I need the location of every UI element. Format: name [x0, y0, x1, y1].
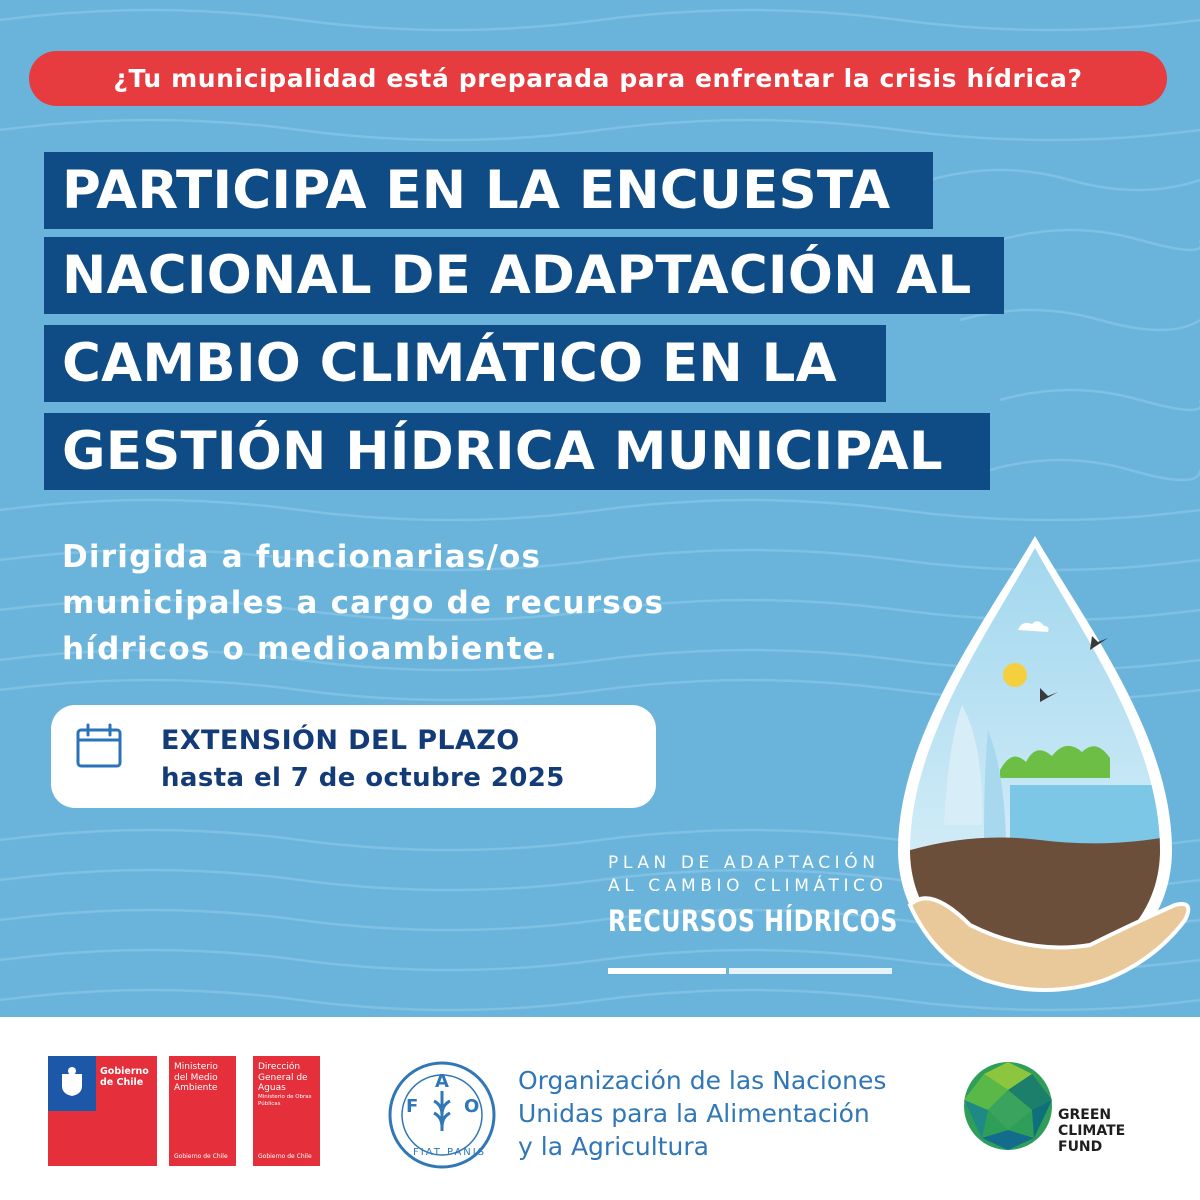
ministerio-gobierno-label: Gobierno de Chile — [174, 1153, 228, 1160]
title-line-4: GESTIÓN HÍDRICA MUNICIPAL — [44, 413, 990, 490]
direccion-ministry: Ministerio de Obras Públicas — [258, 1094, 312, 1107]
plan-adaptacion-logo — [608, 852, 898, 938]
subtitle-line-1: Dirigida a funcionarias/os — [62, 539, 542, 575]
subtitle-line-3: hídricos o medioambiente. — [62, 631, 558, 667]
fao-line-1: Organización de las Naciones — [518, 1066, 887, 1095]
sun-icon — [1003, 663, 1027, 687]
plan-bar-split — [726, 968, 729, 974]
gcf-line-1: GREEN — [1058, 1107, 1112, 1123]
plan-line-1: PLAN DE ADAPTACIÓN — [608, 853, 880, 873]
subtitle-line-2: municipales a cargo de recursos — [62, 585, 665, 621]
svg-text:O: O — [464, 1096, 480, 1117]
plan-bar — [608, 968, 892, 974]
gcf-line-3: FUND — [1058, 1139, 1103, 1155]
target-audience-text — [62, 534, 822, 672]
question-banner: ¿Tu municipalidad está preparada para enfrentar la crisis hídrica? — [29, 51, 1167, 106]
deadline-box — [51, 705, 656, 808]
svg-text:FIAT PANIS: FIAT PANIS — [413, 1147, 487, 1158]
gobierno-label: Gobierno de Chile — [100, 1066, 149, 1088]
gcf-label — [1058, 1107, 1125, 1155]
gcf-line-2: CLIMATE — [1058, 1123, 1126, 1139]
plan-bar-fill — [608, 968, 726, 974]
fao-line-2: Unidas para la Alimentación — [518, 1099, 870, 1128]
plan-line-3: RECURSOS HÍDRICOS — [608, 904, 898, 938]
chile-coat-of-arms-icon — [58, 1066, 86, 1098]
deadline-date: hasta el 7 de octubre 2025 — [161, 763, 565, 793]
title-line-1: PARTICIPA EN LA ENCUESTA — [44, 152, 933, 229]
fao-emblem-icon — [386, 1059, 498, 1171]
svg-text:F: F — [406, 1096, 419, 1117]
ministerio-name: Ministerio del Medio Ambiente — [174, 1062, 218, 1093]
calendar-icon — [75, 723, 123, 769]
deadline-title: EXTENSIÓN DEL PLAZO — [161, 725, 520, 756]
title-line-2: NACIONAL DE ADAPTACIÓN AL — [44, 237, 1004, 314]
fao-name — [518, 1064, 886, 1163]
svg-text:A: A — [435, 1071, 449, 1092]
plan-line-2: AL CAMBIO CLIMÁTICO — [608, 876, 888, 896]
water-drop-illustration — [880, 530, 1200, 1000]
title-line-3: CAMBIO CLIMÁTICO EN LA — [44, 325, 886, 402]
gobierno-de-chile-logo — [48, 1056, 157, 1166]
green-climate-fund-globe-icon — [962, 1060, 1054, 1152]
direccion-name: Dirección General de Aguas — [258, 1062, 308, 1093]
direccion-gobierno-label: Gobierno de Chile — [258, 1153, 312, 1160]
ministerio-medio-ambiente-logo — [169, 1056, 236, 1166]
direccion-general-aguas-logo — [253, 1056, 320, 1166]
fao-line-3: y la Agricultura — [518, 1132, 709, 1161]
gob-red-block — [48, 1111, 96, 1166]
